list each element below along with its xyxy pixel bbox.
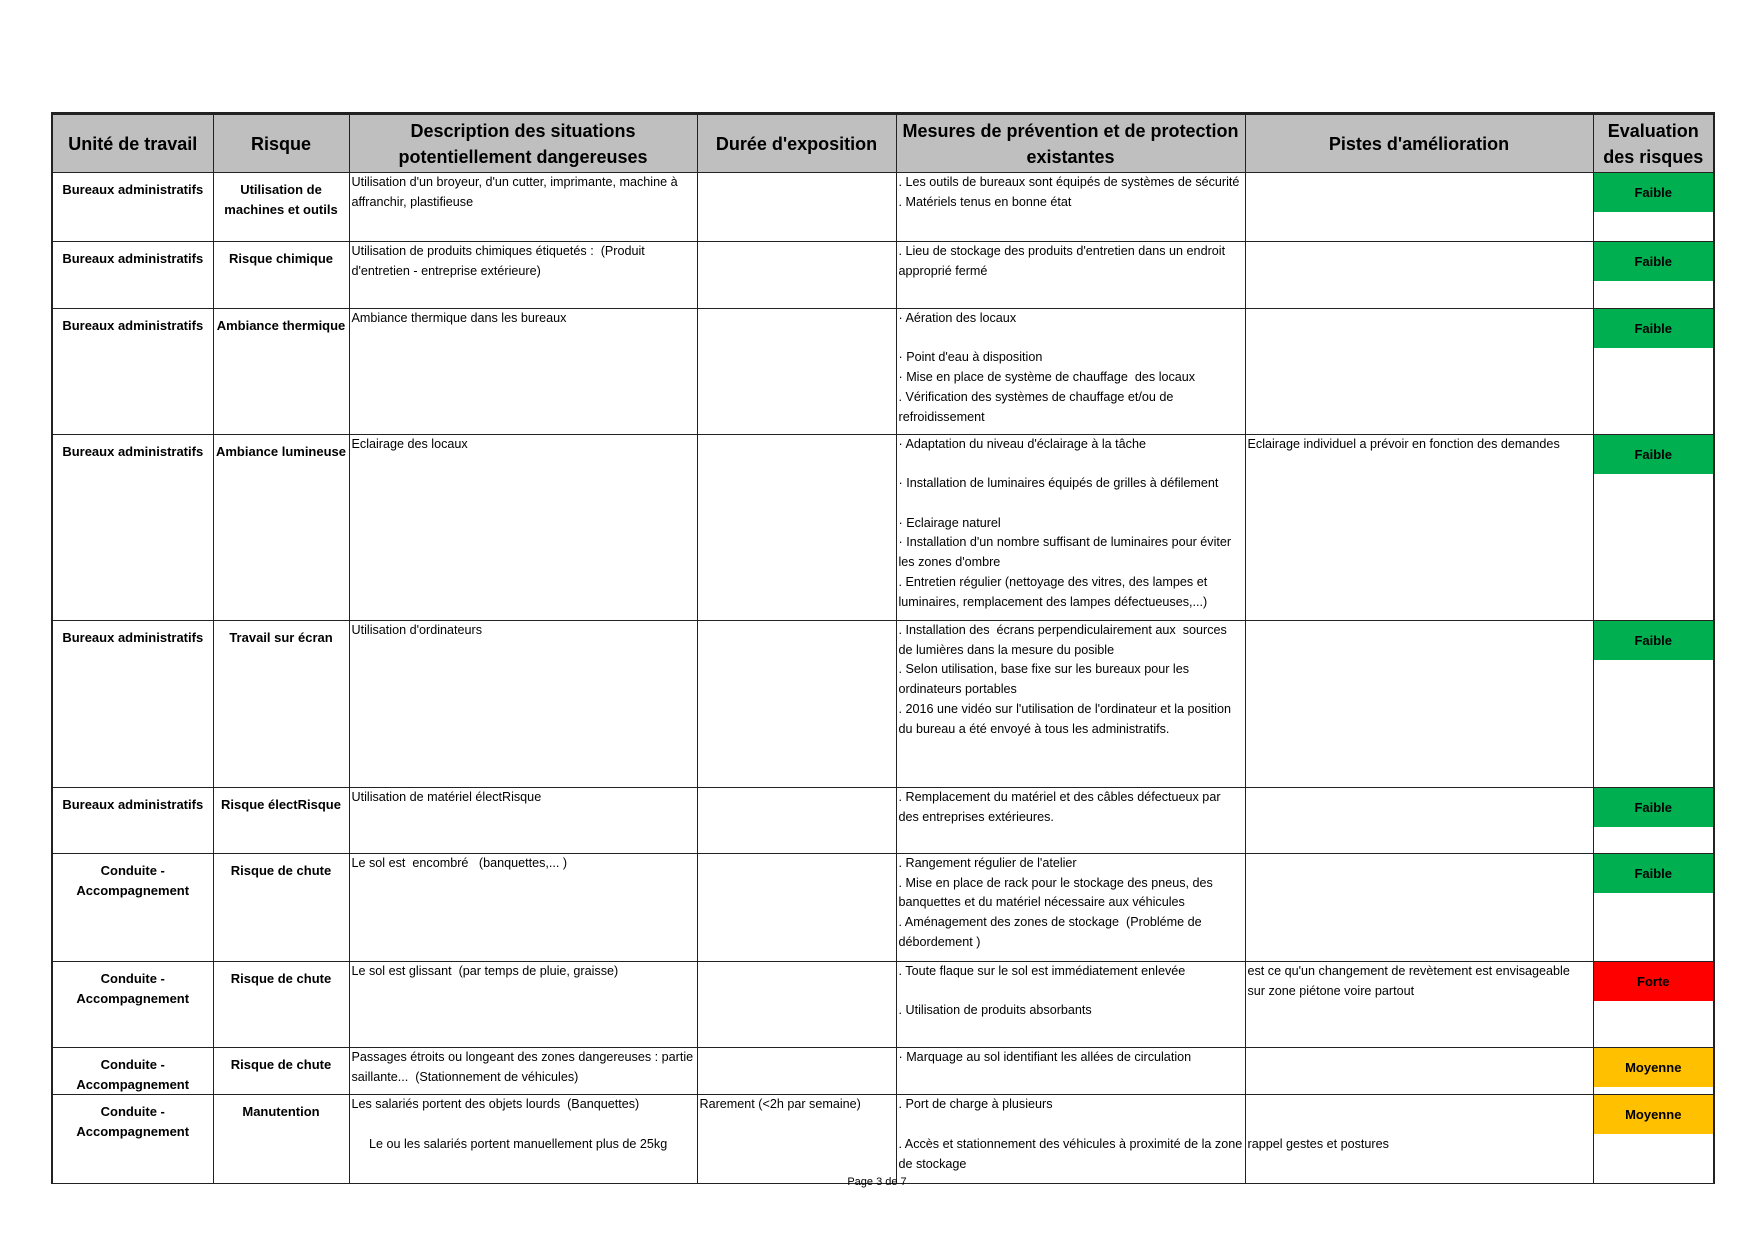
cell-duration [697,309,896,435]
table-row [52,1048,1714,1095]
cell-measures [896,242,1245,309]
cell-duration [697,435,896,621]
cell-unit: Conduite - Accompagnement [52,1095,213,1184]
cell-line: Les salariés portent des objets lourds (Banquettes) [351,1097,640,1112]
cell-line: · Installation d'un nombre suffisant de luminaires pour éviter les zones d'ombre [898,535,1235,570]
header-unit: Unité de travail [52,114,213,173]
cell-line: · Marquage au sol identifiant les allées de circulation [898,1050,1192,1064]
cell-duration [697,173,896,242]
cell-measures [896,309,1245,435]
cell-line: . Entretien régulier (nettoyage des vitres, des lampes et luminaires, remplacement des lampes défectueuses,...) [898,574,1211,609]
cell-description [349,173,697,242]
cell-line: Eclairage des locaux [351,437,468,451]
cell-unit: Conduite - Accompagnement [52,854,213,962]
risk-level-badge: Faible [1594,854,1714,893]
cell-line: . Aménagement des zones de stockage (Probléme de débordement ) [898,915,1206,949]
header-description: Description des situations potentiellement dangereuses [349,114,697,173]
header-evaluation: Evaluation des risques [1593,114,1714,173]
header-risk: Risque [213,114,349,173]
table-row [52,242,1714,309]
cell-line: · Mise en place de système de chauffage des locaux [898,370,1196,385]
cell-measures [896,173,1245,242]
cell-description [349,309,697,435]
cell-measures [896,962,1245,1048]
table-row [52,309,1714,435]
cell-line [700,435,894,455]
cell-improvements [1245,621,1593,788]
cell-line: Utilisation d'un broyeur, d'un cutter, imprimante, machine à affranchir, plastifieuse [351,175,682,209]
cell-unit: Bureaux administratifs [52,788,213,854]
cell-line [700,962,894,982]
cell-description [349,242,697,309]
cell-duration [697,962,896,1048]
cell-improvements [1245,788,1593,854]
cell-unit: Bureaux administratifs [52,242,213,309]
cell-evaluation [1593,621,1714,788]
cell-risk: Risque de chute [213,854,349,962]
cell-line: Ambiance thermique dans les bureaux [351,311,567,325]
cell-line [700,242,894,262]
cell-line: Utilisation de produits chimiques étiquetés : (Produit d'entretien - entreprise extérieure) [351,244,649,278]
table-row [52,962,1714,1048]
cell-line [700,173,894,193]
cell-measures [896,621,1245,788]
cell-risk: Ambiance lumineuse [213,435,349,621]
cell-duration [697,854,896,962]
header-row [52,114,1714,173]
cell-line: Passages étroits ou longeant des zones dangereuses : partie saillante... (Stationnement de véhicules) [351,1050,697,1084]
cell-unit: Bureaux administratifs [52,435,213,621]
cell-duration [697,621,896,788]
cell-line: Le sol est glissant (par temps de pluie, graisse) [351,964,619,978]
cell-line [899,1115,1243,1135]
cell-line: est ce qu'un changement de revètement est envisageable sur zone piétone voire partout [1247,964,1574,998]
risk-level-badge: Faible [1594,621,1714,660]
risk-level-badge: Faible [1594,242,1714,281]
cell-line [700,621,894,641]
cell-unit: Bureaux administratifs [52,173,213,242]
cell-line [899,982,1243,1002]
cell-evaluation [1593,854,1714,962]
cell-line [899,329,1243,349]
cell-measures [896,1095,1245,1184]
cell-line: . Rangement régulier de l'atelier [898,856,1077,870]
cell-duration [697,1095,896,1184]
cell-line: . Utilisation de produits absorbants [898,1003,1092,1018]
cell-line [700,1048,894,1068]
cell-line [1248,1115,1591,1135]
cell-line [899,455,1243,475]
cell-description [349,621,697,788]
cell-risk: Ambiance thermique [213,309,349,435]
cell-unit: Bureaux administratifs [52,309,213,435]
table-row [52,854,1714,962]
cell-description [349,1048,697,1095]
risk-level-badge: Moyenne [1594,1095,1714,1134]
cell-improvements [1245,242,1593,309]
cell-unit: Bureaux administratifs [52,621,213,788]
cell-line: · Installation de luminaires équipés de grilles à défilement [898,476,1219,491]
cell-description [349,962,697,1048]
table-row [52,621,1714,788]
cell-description [349,435,697,621]
cell-evaluation [1593,173,1714,242]
cell-improvements [1245,435,1593,621]
cell-evaluation [1593,1048,1714,1095]
cell-improvements [1245,854,1593,962]
risk-level-badge: Faible [1594,788,1714,827]
cell-evaluation [1593,1095,1714,1184]
cell-description [349,788,697,854]
table-row [52,1095,1714,1184]
cell-improvements [1245,1048,1593,1095]
cell-line: · Aération des locaux [898,311,1017,325]
cell-line [352,1115,695,1135]
risk-assessment-table [51,112,1715,1184]
cell-line: . Accès et stationnement des véhicules à proximité de la zone de stockage [898,1136,1246,1171]
cell-risk: Risque chimique [213,242,349,309]
table-row [52,788,1714,854]
cell-line: Eclairage individuel a prévoir en fonction des demandes [1247,437,1560,451]
cell-risk: Travail sur écran [213,621,349,788]
page-number: Page 3 de 7 [847,1176,907,1188]
cell-line: . Port de charge à plusieurs [898,1097,1053,1112]
cell-risk: Utilisation de machines et outils [213,173,349,242]
table-body [52,173,1714,1184]
cell-line: . Vérification des systèmes de chauffage et/ou de refroidissement [898,389,1177,424]
cell-description [349,854,697,962]
cell-line: · Eclairage naturel [898,515,1001,530]
cell-line: . Mise en place de rack pour le stockage des pneus, des banquettes et du matériel nécessaire aux véhicules [898,875,1217,910]
cell-duration [697,788,896,854]
cell-evaluation [1593,435,1714,621]
header-measures: Mesures de prévention et de protection existantes [896,114,1245,173]
cell-line: · Adaptation du niveau d'éclairage à la tâche [898,437,1146,451]
cell-line: rappel gestes et postures [1247,1136,1389,1151]
cell-line: . Remplacement du matériel et des câbles défectueux par des entreprises extérieures. [898,790,1225,824]
risk-level-badge: Forte [1594,962,1714,1001]
cell-risk: Risque électRisque [213,788,349,854]
cell-line [700,788,894,808]
cell-evaluation [1593,309,1714,435]
risk-level-badge: Faible [1594,435,1714,474]
cell-evaluation [1593,788,1714,854]
cell-line: . Matériels tenus en bonne état [898,194,1072,209]
cell-line: . Installation des écrans perpendiculairement aux sources de lumières dans la mesure du posible [898,623,1231,657]
risk-level-badge: Moyenne [1594,1048,1714,1087]
cell-line [899,494,1243,514]
cell-improvements [1245,173,1593,242]
header-duration: Durée d'exposition [697,114,896,173]
cell-line [700,309,894,329]
cell-line: Utilisation d'ordinateurs [351,623,483,637]
cell-line: . Selon utilisation, base fixe sur les bureaux pour les ordinateurs portables [898,662,1193,697]
cell-risk: Manutention [213,1095,349,1184]
cell-line: Rarement (<2h par semaine) [699,1097,861,1112]
cell-line: . 2016 une vidéo sur l'utilisation de l'ordinateur et la position du bureau a été envoyé à tous les administratifs. [898,701,1235,736]
cell-unit: Conduite - Accompagnement [52,962,213,1048]
cell-line: · Point d'eau à disposition [898,350,1043,365]
table-row [52,173,1714,242]
cell-evaluation [1593,242,1714,309]
cell-line: Le ou les salariés portent manuellement plus de 25kg [351,1136,668,1151]
cell-line: Le sol est encombré (banquettes,... ) [351,856,568,870]
cell-improvements [1245,1095,1593,1184]
cell-evaluation [1593,962,1714,1048]
cell-improvements [1245,309,1593,435]
cell-measures [896,854,1245,962]
cell-duration [697,1048,896,1095]
risk-level-badge: Faible [1594,173,1714,212]
cell-duration [697,242,896,309]
cell-measures [896,1048,1245,1095]
cell-risk: Risque de chute [213,1048,349,1095]
cell-line [700,854,894,874]
cell-measures [896,788,1245,854]
cell-line: . Les outils de bureaux sont équipés de systèmes de sécurité [898,175,1240,189]
cell-risk: Risque de chute [213,962,349,1048]
cell-line: . Toute flaque sur le sol est immédiatement enlevée [898,964,1186,978]
cell-line: . Lieu de stockage des produits d'entretien dans un endroit approprié fermé [898,244,1229,278]
header-improvements: Pistes d'amélioration [1245,114,1593,173]
risk-level-badge: Faible [1594,309,1714,348]
cell-description [349,1095,697,1184]
cell-unit: Conduite - Accompagnement [52,1048,213,1095]
cell-measures [896,435,1245,621]
table-row [52,435,1714,621]
cell-improvements [1245,962,1593,1048]
cell-line [1248,1095,1591,1115]
cell-line: Utilisation de matériel électRisque [351,790,542,804]
